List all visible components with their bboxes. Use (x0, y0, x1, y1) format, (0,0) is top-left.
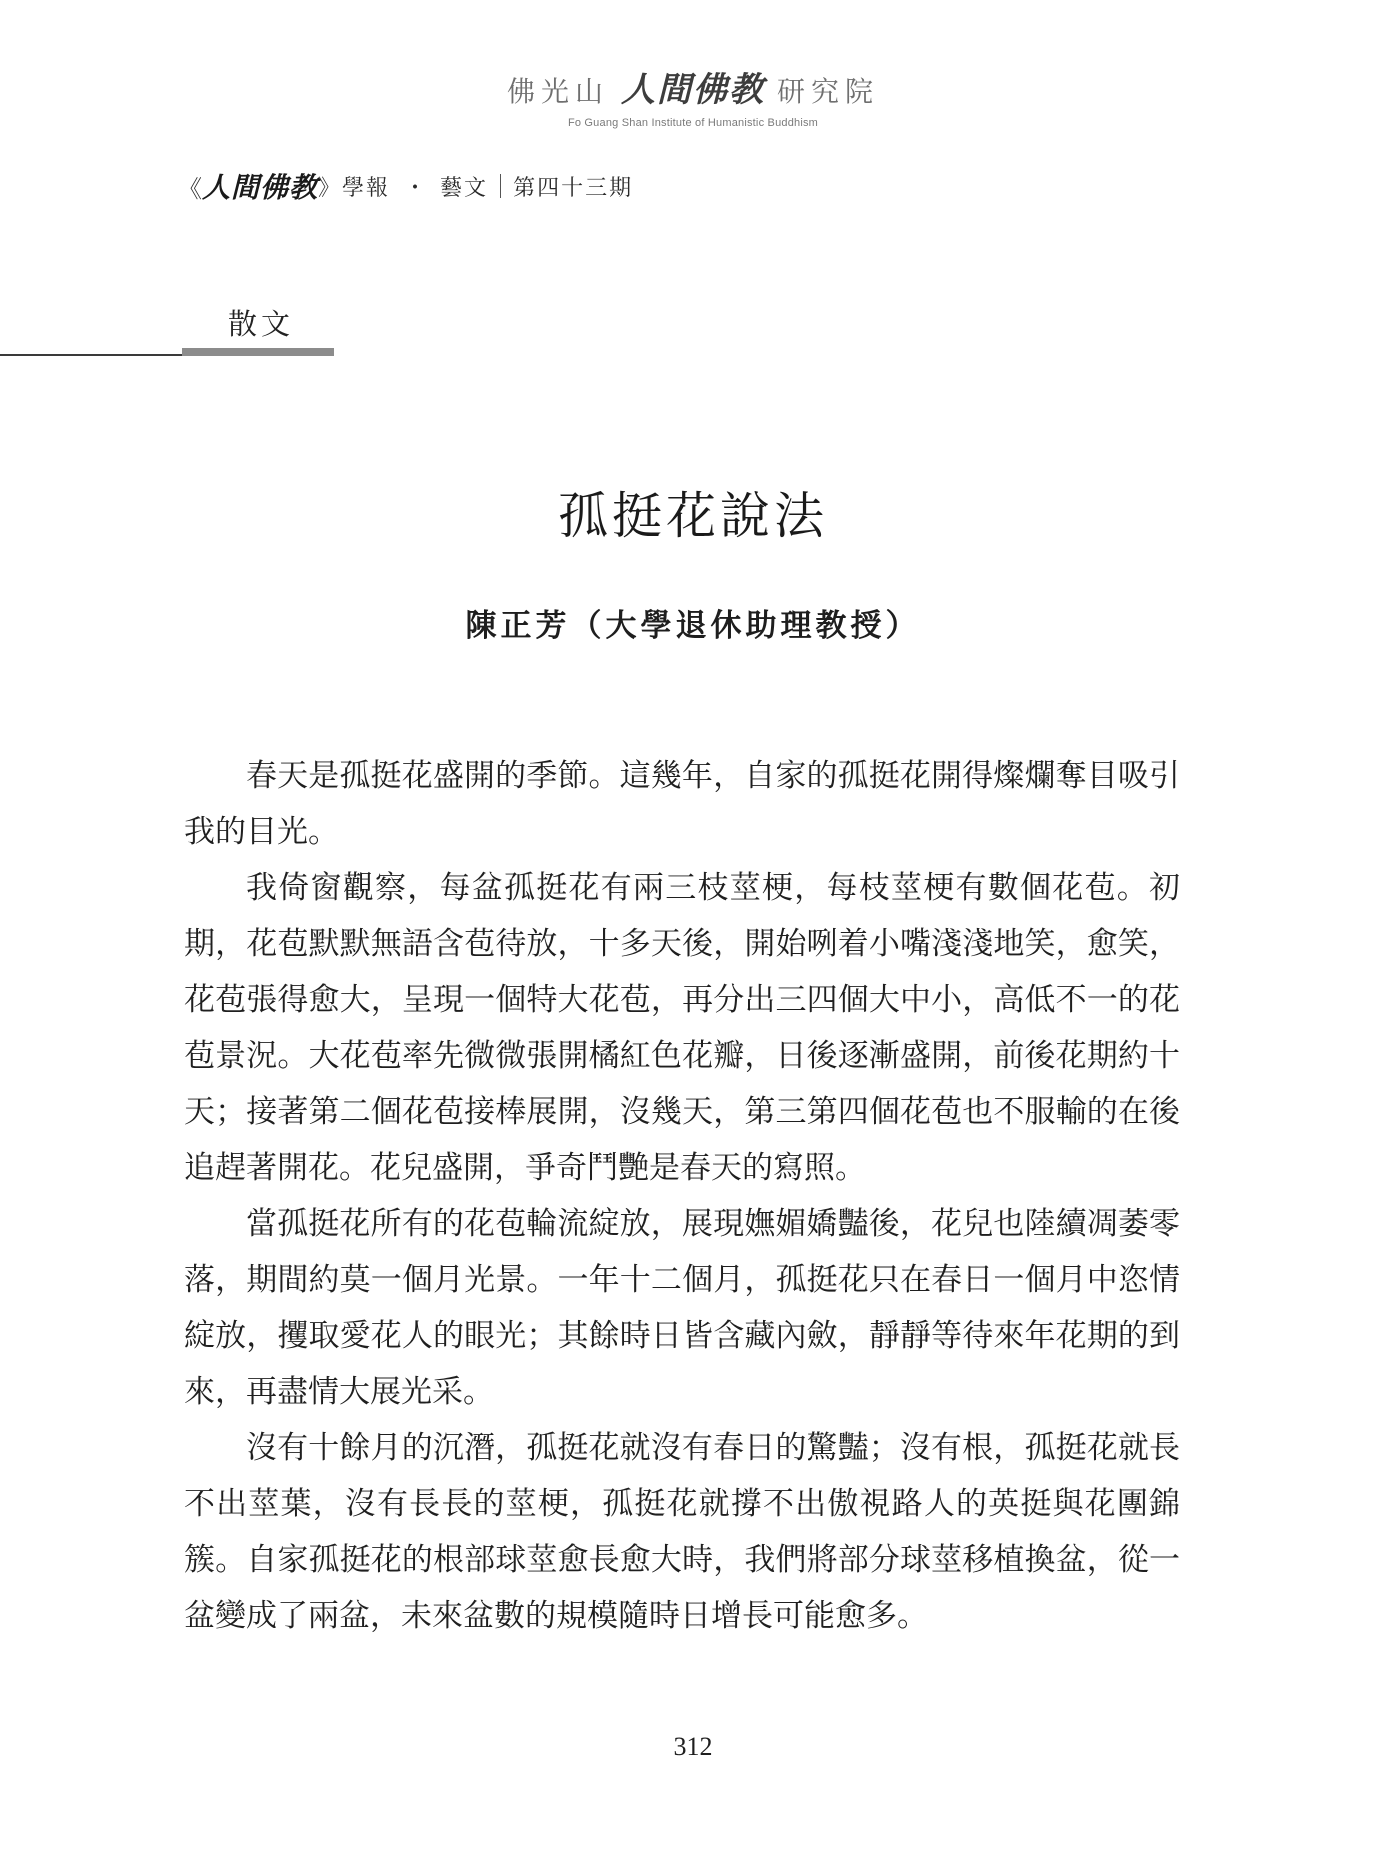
article-title: 孤挺花說法 (558, 487, 828, 545)
journal-separator (500, 174, 501, 198)
journal-issue: 第四十三期 (513, 175, 634, 201)
institute-suffix: 研究院 (777, 75, 880, 108)
article-body (184, 748, 1180, 1644)
paragraph: 當孤挺花所有的花苞輪流綻放，展現嫵媚嬌豔後，花兒也陸續凋萎零落，期間約莫一個月光景。一年十二個月，孤挺花只在春日一個月中恣情綻放，攫取愛花人的眼光；其餘時日皆含藏內斂，靜靜等待來年花期的到來，再盡情大展光采。 (184, 1206, 1180, 1410)
journal-running-head (178, 166, 633, 206)
journal-section: 藝文 (440, 175, 489, 201)
section-label: 散文 (228, 307, 295, 341)
journal-name-suffix: 》學報 (318, 175, 391, 201)
page-number: 312 (673, 1732, 713, 1761)
paragraph: 春天是孤挺花盛開的季節。這幾年，自家的孤挺花開得燦爛奪目吸引我的目光。 (184, 758, 1180, 850)
journal-brand: 人間佛教 (202, 171, 319, 204)
paragraph: 我倚窗觀察，每盆孤挺花有兩三枝莖梗，每枝莖梗有數個花苞。初期，花苞默默無語含苞待放，十多天後，開始咧着小嘴淺淺地笑，愈笑，花苞張得愈大，呈現一個特大花苞，再分出三四個大中小，高低不一的花苞景況。大花苞率先微微張開橘紅色花瓣，日後逐漸盛開，前後花期約十天；接著第二個花苞接棒展開，沒幾天，第三第四個花苞也不服輸的在後追趕著開花。花兒盛開，爭奇鬥艷是春天的寫照。 (184, 870, 1180, 1186)
institute-prefix: 佛光山 (506, 75, 609, 108)
paragraph: 沒有十餘月的沉潛，孤挺花就沒有春日的驚豔；沒有根，孤挺花就長不出莖葉，沒有長長的莖梗，孤挺花就撐不出傲視路人的英挺與花團錦簇。自家孤挺花的根部球莖愈長愈大時，我們將部分球莖移植換盆，從一盆變成了兩盆，未來盆數的規模隨時日增長可能愈多。 (184, 1430, 1180, 1634)
institute-header (0, 62, 1386, 129)
institute-brand-logo: 人間佛教 (621, 70, 765, 110)
institute-name (507, 62, 879, 111)
article-author: 陳正芳（大學退休助理教授） (465, 608, 921, 644)
section-rule-thick (182, 348, 334, 356)
journal-dot: ・ (404, 175, 427, 201)
institute-english-name: Fo Guang Shan Institute of Humanistic Buddhism (567, 117, 819, 129)
journal-open-bracket: 《 (178, 174, 202, 203)
